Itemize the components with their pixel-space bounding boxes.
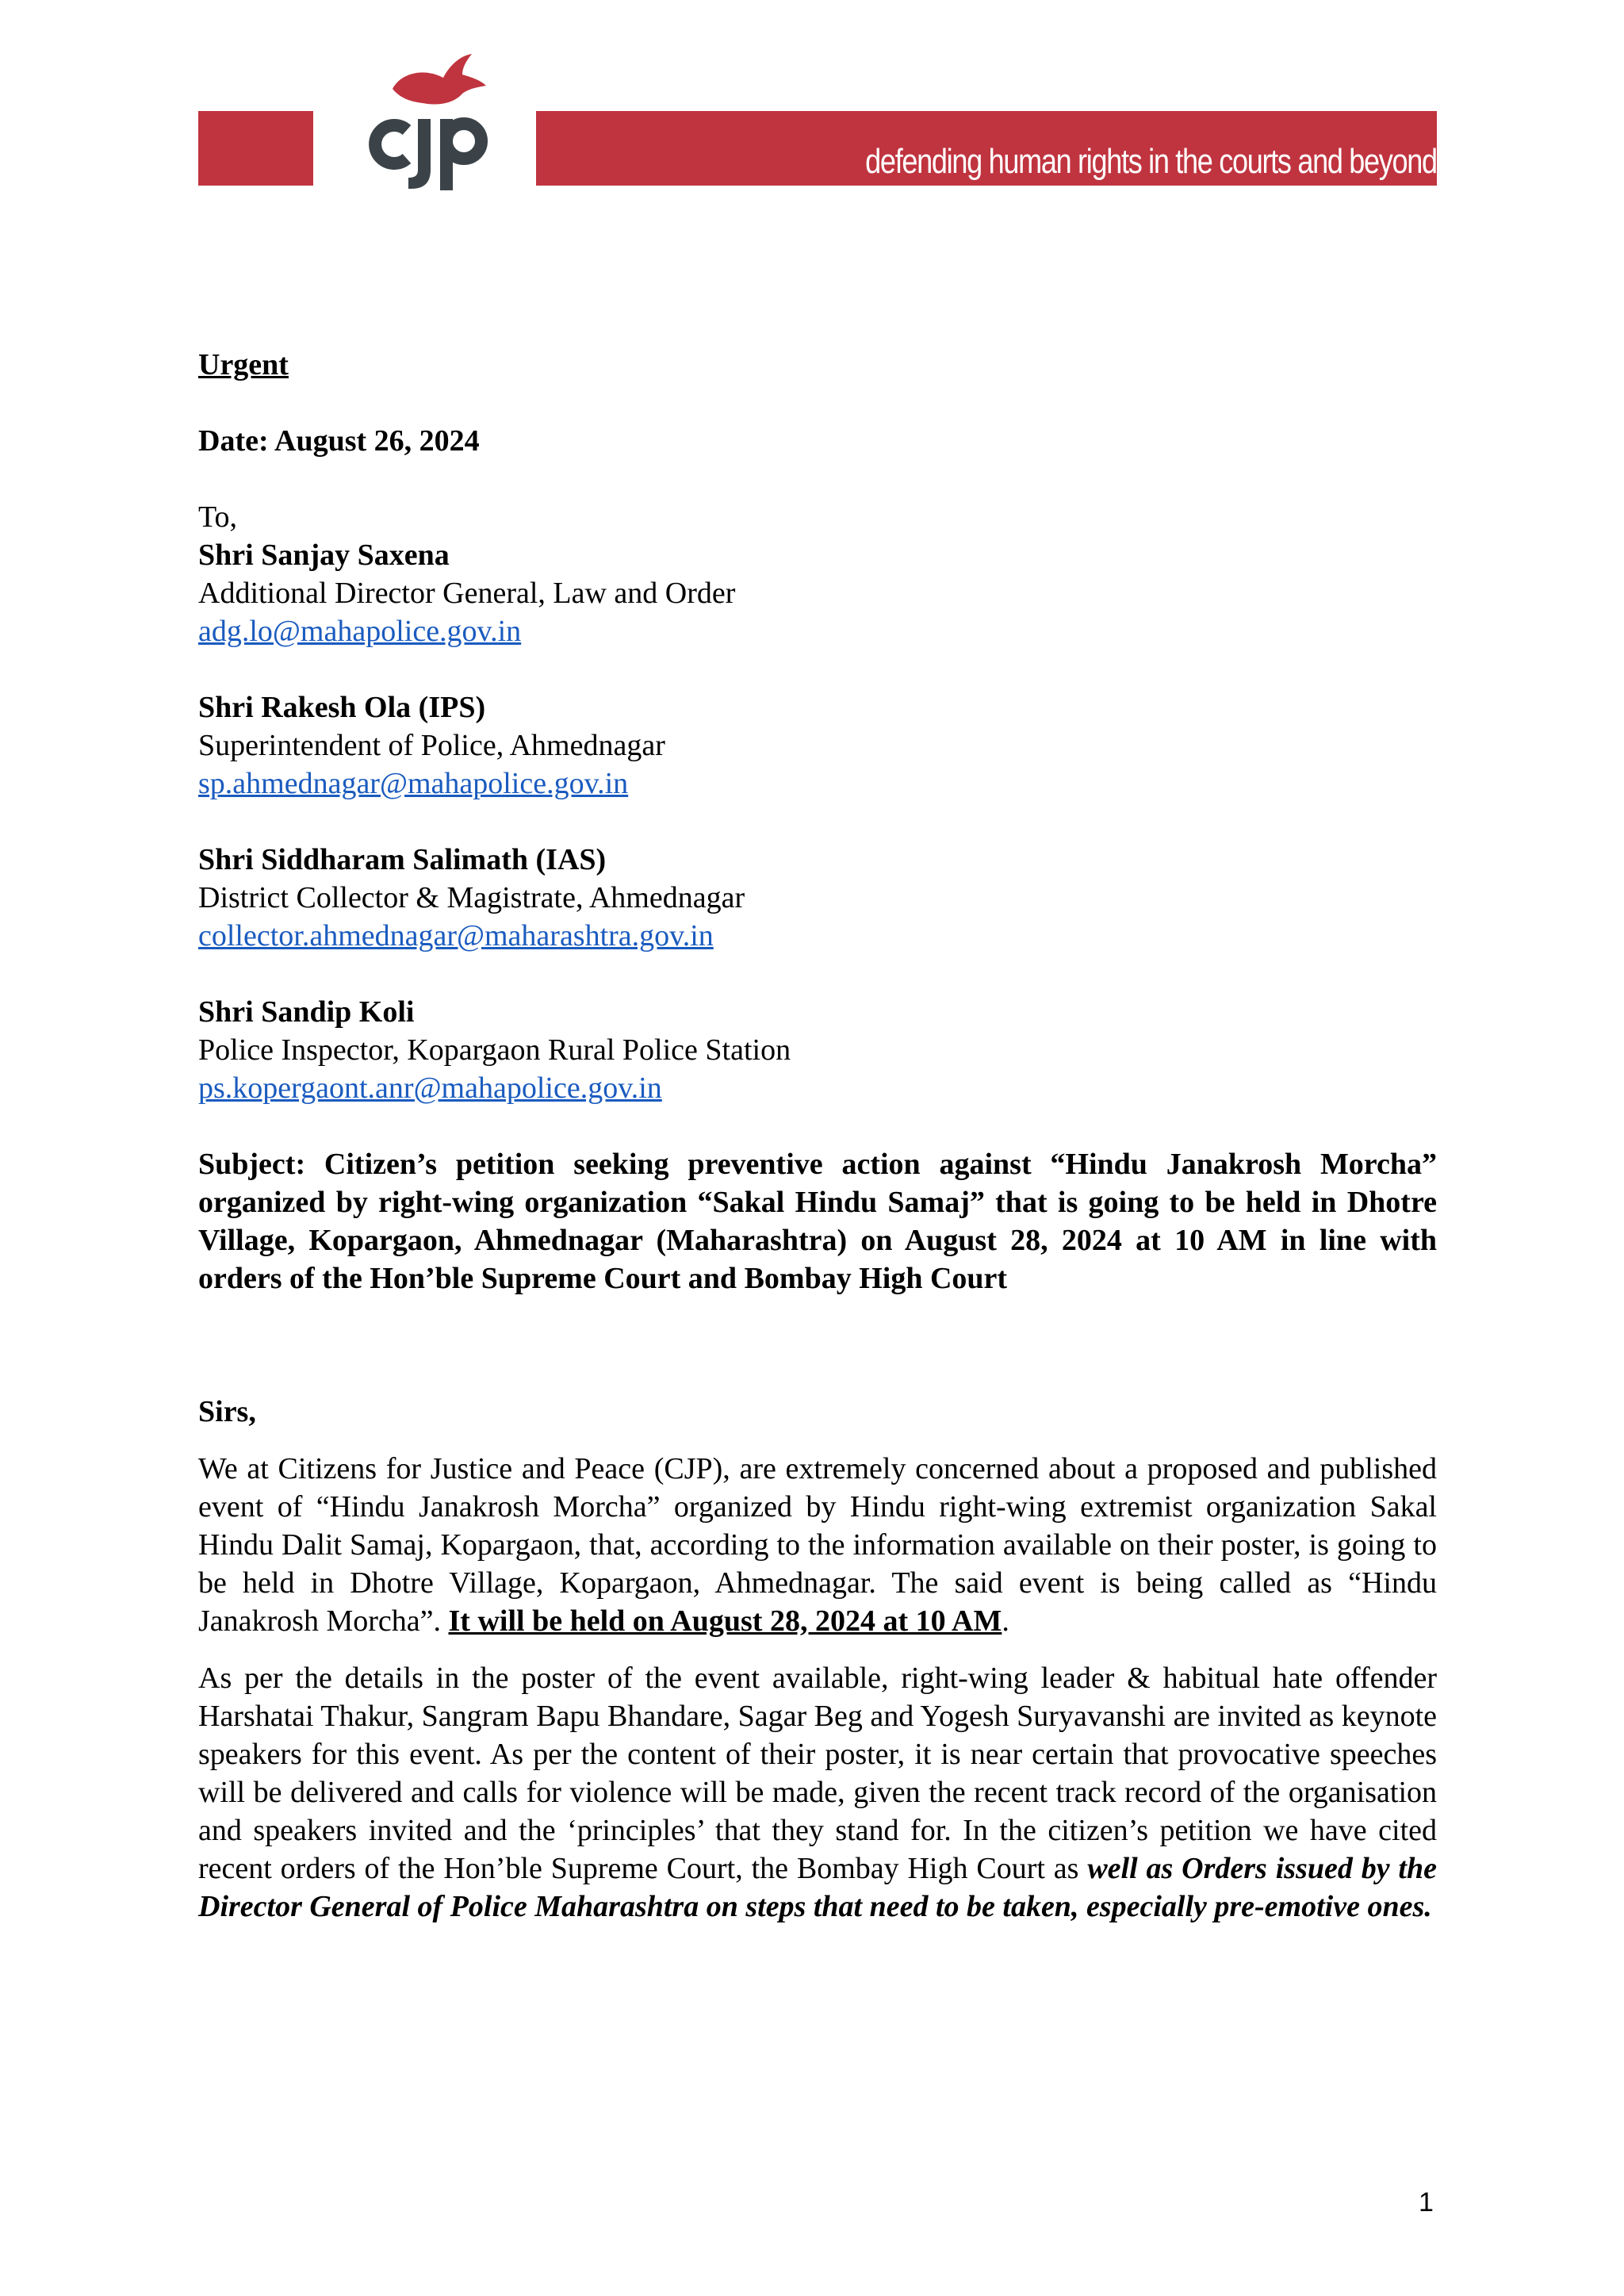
recipient-email-link[interactable]: adg.lo@mahapolice.gov.in xyxy=(198,615,522,648)
recipient-name: Shri Rakesh Ola (IPS) xyxy=(198,691,486,724)
recipient-title: Superintendent of Police, Ahmednagar xyxy=(198,729,665,762)
to-line: To, xyxy=(198,500,238,534)
recipient-name: Shri Sandip Koli xyxy=(198,995,415,1029)
recipient-email-link[interactable]: ps.kopergaont.anr@mahapolice.gov.in xyxy=(198,1071,662,1105)
header-bar-left xyxy=(198,111,313,186)
recipient-title: Police Inspector, Kopargaon Rural Police Station xyxy=(198,1033,791,1067)
recipient-block xyxy=(198,993,1437,1107)
salutation: Sirs, xyxy=(198,1395,256,1428)
recipient-name: Shri Siddharam Salimath (IAS) xyxy=(198,843,607,876)
paragraph-2-emphasis: well as Orders issued by the Director General of Police Maharashtra on steps that need to be taken, especially pre-emotive ones. xyxy=(198,1852,1437,1923)
recipient-email-link[interactable]: collector.ahmednagar@maharashtra.gov.in xyxy=(198,919,714,953)
cjp-logo xyxy=(361,54,496,190)
recipient-name: Shri Sanjay Saxena xyxy=(198,539,450,572)
recipient-block xyxy=(198,688,1437,803)
recipient-block xyxy=(198,841,1437,955)
letter-subject: Subject: Citizen’s petition seeking preventive action against “Hindu Janakrosh Morcha” organized by right-wing organization “Sakal Hindu Samaj” that is going to be held in Dhotre Village, Kopargaon, Ahmednagar (Maharashtra) on August 28, 2024 at 10 AM in line with orders of the Hon’ble Supreme Court and Bombay High Court xyxy=(198,1148,1437,1295)
paragraph-2-text: As per the details in the poster of the event available, right-wing leader & habitual hate offender Harshatai Thakur, Sangram Bapu Bhandare, Sagar Beg and Yogesh Suryavanshi are invited as keynote speakers for this event. As per the content of their poster, it is near certain that provocative speeches will be delivered and calls for violence will be made, given the recent track record of the organisation and speakers invited and the ‘principles’ that they stand for. In the citizen’s petition we have cited recent orders of the Hon’ble Supreme Court, the Bombay High Court as xyxy=(198,1662,1437,1885)
recipient-block xyxy=(198,536,1437,650)
paragraph-1-text: We at Citizens for Justice and Peace (CJP), are extremely concerned about a proposed and published event of “Hindu Janakrosh Morcha” organized by Hindu right-wing extremist organization Sakal Hindu Dalit Samaj, Kopargaon, that, according to the information available on their poster, is going to be held in Dhotre Village, Kopargaon, Ahmednagar. The said event is being called as “Hindu Janakrosh Morcha”. xyxy=(198,1452,1437,1638)
header-tagline: defending human rights in the courts and beyond xyxy=(865,142,1437,181)
urgent-heading: Urgent xyxy=(198,348,289,381)
paragraph-2 xyxy=(198,1659,1437,1926)
header-bar-right xyxy=(536,111,1437,186)
page-number: 1 xyxy=(1419,2187,1434,2217)
recipient-title: Additional Director General, Law and Order xyxy=(198,577,736,610)
letter-date: Date: August 26, 2024 xyxy=(198,424,480,458)
paragraph-1-end: . xyxy=(1002,1604,1009,1638)
paragraph-1 xyxy=(198,1450,1437,1640)
recipient-email-link[interactable]: sp.ahmednagar@mahapolice.gov.in xyxy=(198,767,629,800)
recipient-title: District Collector & Magistrate, Ahmednagar xyxy=(198,881,745,914)
event-time-emphasis: It will be held on August 28, 2024 at 10 AM xyxy=(448,1604,1002,1638)
letter-body xyxy=(198,346,1437,1926)
bird-logo-icon xyxy=(361,54,496,190)
